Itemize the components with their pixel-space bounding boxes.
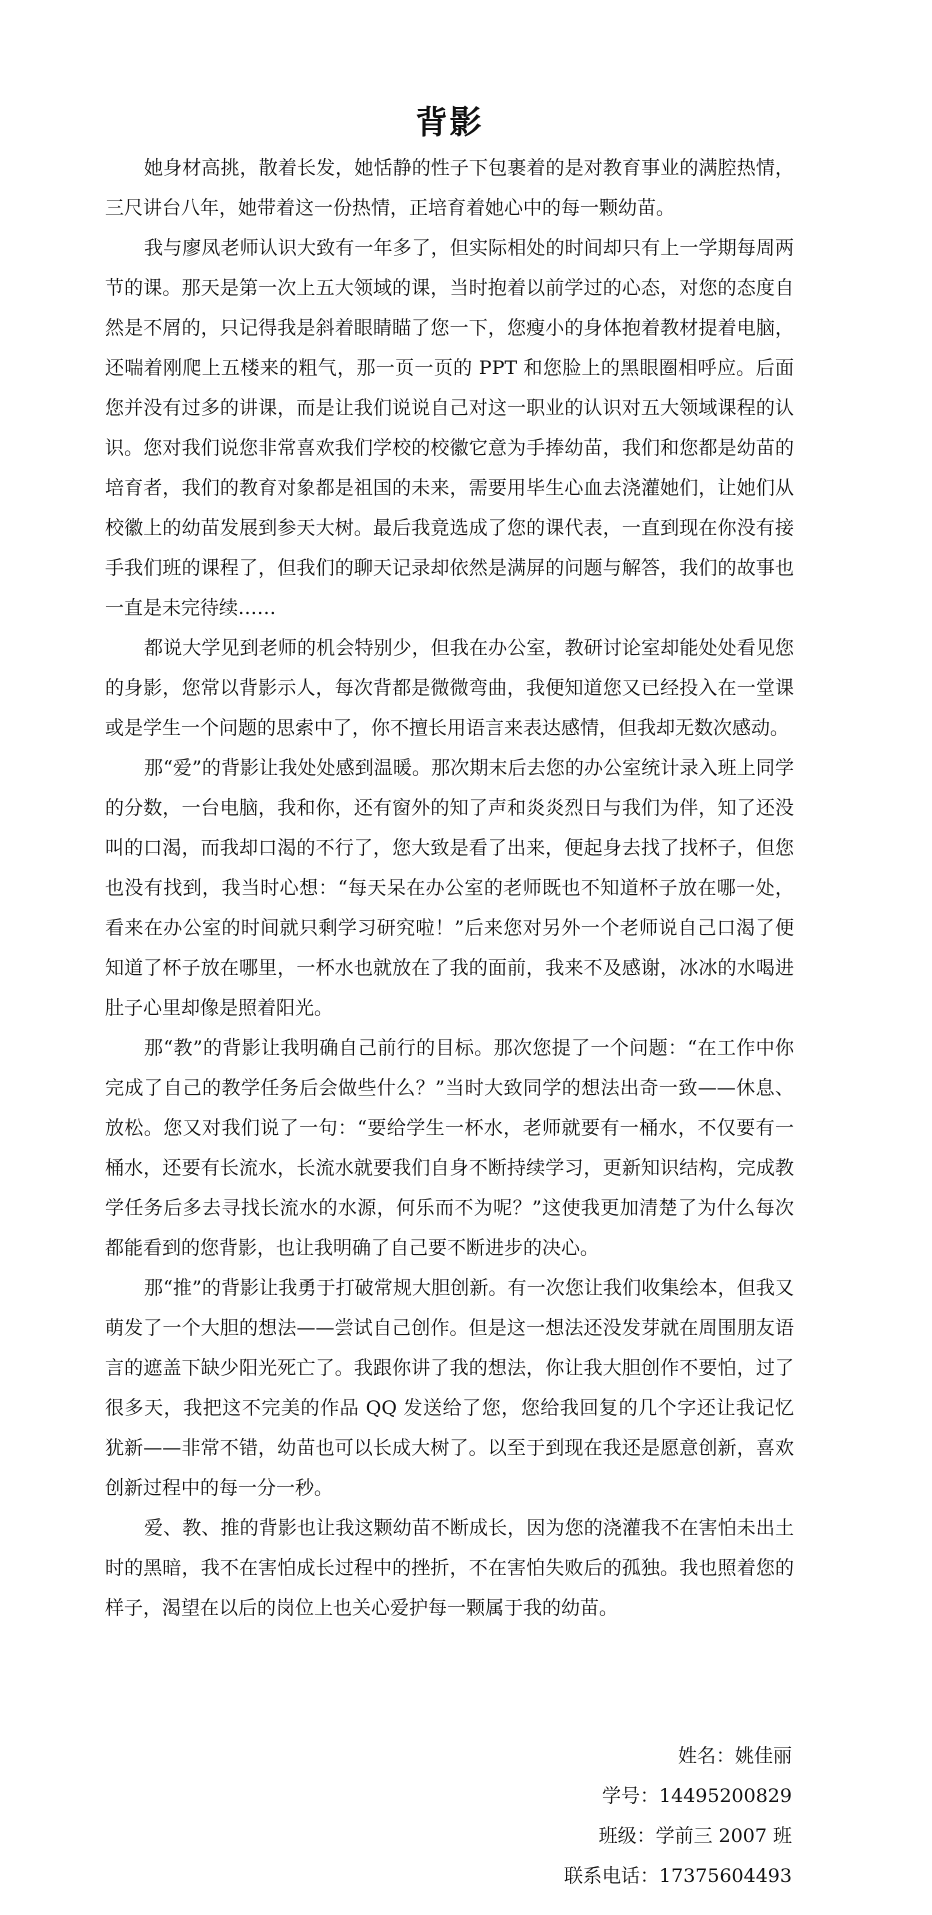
paragraph-conclusion: 爱、教、推的背影也让我这颗幼苗不断成长，因为您的浇灌我不在害怕未出土时的黑暗，我不在害怕成长过程中的挫折，不在害怕失败后的孤独。我也照着您的样子，渴望在以后的岗位上也关心爱护每一颗属于我的幼苗。 bbox=[105, 1517, 794, 1619]
essay-title: 背影 bbox=[415, 103, 484, 141]
paragraph-first-meeting: 我与廖凤老师认识大致有一年多了，但实际相处的时间却只有上一学期每周两节的课。那天是第一次上五大领域的课，当时抱着以前学过的心态，对您的态度自然是不屑的，只记得我是斜着眼睛瞄了您一下，您瘦小的身体抱着教材提着电脑，还喘着刚爬上五楼来的粗气，那一页一页的 PPT 和您脸上的黑眼圈相呼应。后面您并没有过多的讲课，而是让我们说说自己对这一职业的认识对五大领域课程的认识。您对我们说您非常喜欢我们学校的校徽它意为手捧幼苗，我们和您都是幼苗的培育者，我们的教育对象都是祖国的未来，需要用毕生心血去浇灌她们，让她们从校徽上的幼苗发展到参天大树。最后我竟选成了您的课代表，一直到现在你没有接手我们班的课程了，但我们的聊天记录却依然是满屏的问题与解答，我们的故事也一直是未完待续…… bbox=[105, 237, 794, 619]
paragraph-push: 那“推”的背影让我勇于打破常规大胆创新。有一次您让我们收集绘本，但我又萌发了一个大胆的想法——尝试自己创作。但是这一想法还没发芽就在周围朋友语言的遮盖下缺少阳光死亡了。我跟你讲了我的想法，你让我大胆创作不要怕，过了很多天，我把这不完美的作品 QQ 发送给了您，您给我回复的几个字还让我记忆犹新——非常不错，幼苗也可以长成大树了。以至于到现在我还是愿意创新，喜欢创新过程中的每一分一秒。 bbox=[105, 1277, 794, 1499]
essay-body bbox=[105, 148, 794, 1628]
class-name: 班级：学前三 2007 班 bbox=[598, 1825, 792, 1847]
paragraph-back-figure: 都说大学见到老师的机会特别少，但我在办公室，教研讨论室却能处处看见您的身影，您常以背影示人，每次背都是微微弯曲，我便知道您又已经投入在一堂课或是学生一个问题的思索中了，你不擅长用语言来表达感情，但我却无数次感动。 bbox=[105, 637, 794, 739]
author-name: 姓名：姚佳丽 bbox=[677, 1745, 792, 1767]
paragraph-teach: 那“教”的背影让我明确自己前行的目标。那次您提了一个问题：“在工作中你完成了自己的教学任务后会做些什么？”当时大致同学的想法出奇一致——休息、放松。您又对我们说了一句：“要给学生一杯水，老师就要有一桶水，不仅要有一桶水，还要有长流水，长流水就要我们自身不断持续学习，更新知识结构，完成教学任务后多去寻找长流水的水源，何乐而不为呢？”这使我更加清楚了为什么每次都能看到的您背影，也让我明确了自己要不断进步的决心。 bbox=[105, 1037, 794, 1259]
paragraph-intro: 她身材高挑，散着长发，她恬静的性子下包裹着的是对教育事业的满腔热情，三尺讲台八年，她带着这一份热情，正培育着她心中的每一颗幼苗。 bbox=[105, 157, 794, 219]
phone-number: 联系电话：17375604493 bbox=[564, 1865, 792, 1887]
student-id: 学号：14495200829 bbox=[602, 1785, 792, 1807]
signature-block bbox=[564, 1736, 792, 1896]
paragraph-love: 那“爱”的背影让我处处感到温暖。那次期末后去您的办公室统计录入班上同学的分数，一台电脑，我和你，还有窗外的知了声和炎炎烈日与我们为伴，知了还没叫的口渴，而我却口渴的不行了，您大致是看了出来，便起身去找了找杯子，但您也没有找到，我当时心想：“每天呆在办公室的老师既也不知道杯子放在哪一处，看来在办公室的时间就只剩学习研究啦！”后来您对另外一个老师说自己口渴了便知道了杯子放在哪里，一杯水也就放在了我的面前，我来不及感谢，冰冰的水喝进肚子心里却像是照着阳光。 bbox=[105, 757, 794, 1019]
